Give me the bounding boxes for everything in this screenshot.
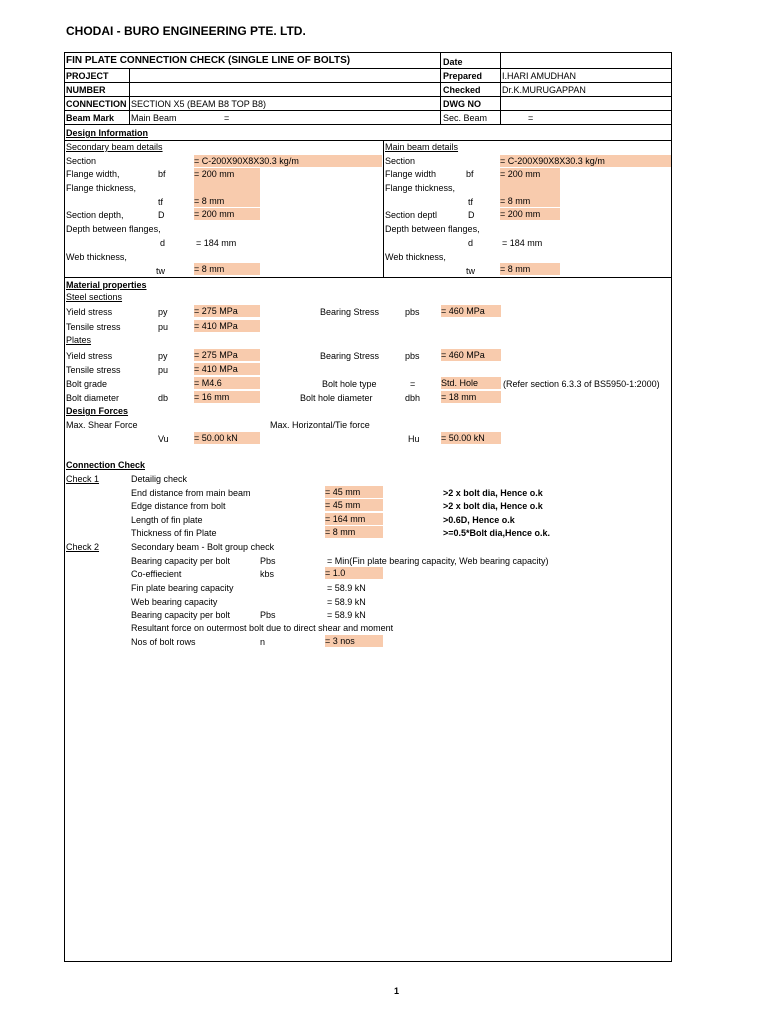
plate-bearing-value: = 460 MPa <box>441 349 501 361</box>
steel-bearing-value: = 460 MPa <box>441 305 501 317</box>
bolt-hole-diameter-symbol: dbh <box>405 393 421 403</box>
checked-label: Checked <box>443 85 481 95</box>
bolt-diameter-value: = 16 mm <box>194 391 260 403</box>
fin-plate-length-label: Length of fin plate <box>131 515 203 525</box>
connection-value: SECTION X5 (BEAM B8 TOP B8) <box>131 99 267 109</box>
sec-web-thickness-label: Web thickness, <box>66 252 127 262</box>
sec-depth-between-flanges-value: = 184 mm <box>196 238 237 248</box>
sec-flange-width-value: = 200 mm <box>194 168 260 180</box>
main-flange-width-symbol: bf <box>466 169 474 179</box>
bearing-capacity-formula: = Min(Fin plate bearing capacity, Web bearing capacity) <box>327 556 549 566</box>
plate-tensile-label: Tensile stress <box>66 365 121 375</box>
coefficient-symbol: kbs <box>260 569 275 579</box>
grid-line <box>64 124 672 125</box>
steel-yield-label: Yield stress <box>66 307 113 317</box>
edge-distance-value: = 45 mm <box>325 499 383 511</box>
main-flange-thickness-value: = 8 mm <box>500 195 560 207</box>
plates-heading: Plates <box>66 335 92 345</box>
sec-section-label: Section <box>66 156 97 166</box>
fin-plate-thickness-value: = 8 mm <box>325 526 383 538</box>
steel-tensile-label: Tensile stress <box>66 322 121 332</box>
sec-beam-value: = <box>528 113 534 123</box>
sec-flange-thickness-symbol: tf <box>158 197 164 207</box>
sec-depth-symbol: D <box>158 210 165 220</box>
bolt-hole-type-label: Bolt hole type <box>322 379 377 389</box>
main-beam-value: = <box>224 113 230 123</box>
plate-bearing-label: Bearing Stress <box>320 351 380 361</box>
end-distance-value: = 45 mm <box>325 486 383 498</box>
design-info-heading: Design Information <box>66 128 149 138</box>
fin-plate-length-result: >0.6D, Hence o.k <box>443 515 515 525</box>
sec-web-thickness-symbol: tw <box>156 266 165 276</box>
grid-line <box>64 82 672 83</box>
grid-line <box>500 52 501 124</box>
number-label: NUMBER <box>66 85 106 95</box>
fin-plate-length-value: = 164 mm <box>325 513 383 525</box>
bolt-hole-type-reference: (Refer section 6.3.3 of BS5950-1:2000) <box>503 379 660 389</box>
steel-bearing-symbol: pbs <box>405 307 420 317</box>
bolt-hole-diameter-value: = 18 mm <box>441 391 501 403</box>
bolt-hole-type-equals: = <box>410 379 416 389</box>
resultant-force-label: Resultant force on outermost bolt due to direct shear and moment <box>131 623 394 633</box>
edge-distance-result: >2 x bolt dia, Hence o.k <box>443 501 543 511</box>
check-2-label: Check 2 <box>66 542 100 552</box>
design-forces-heading: Design Forces <box>66 406 129 416</box>
project-label: PROJECT <box>66 71 109 81</box>
bolt-diameter-label: Bolt diameter <box>66 393 120 403</box>
main-depth-label: Section deptl <box>385 210 438 220</box>
tie-force-value: = 50.00 kN <box>441 432 501 444</box>
connection-check-heading: Connection Check <box>66 460 146 470</box>
sec-flange-width-label: Flange width, <box>66 169 120 179</box>
bearing-capacity-per-bolt-label: Bearing capacity per bolt <box>131 610 231 620</box>
grid-line <box>440 52 441 124</box>
fin-plate-thickness-label: Thickness of fin Plate <box>131 528 217 538</box>
sheet-title: FIN PLATE CONNECTION CHECK (SINGLE LINE OF BOLTS) <box>66 55 351 66</box>
fin-plate-bearing-label: Fin plate bearing capacity <box>131 583 234 593</box>
sec-depth-between-flanges-label: Depth between flanges, <box>66 224 161 234</box>
dwg-label: DWG NO <box>443 99 481 109</box>
main-flange-thickness-label: Flange thickness, <box>385 183 456 193</box>
grid-line <box>383 140 384 277</box>
plate-bearing-symbol: pbs <box>405 351 420 361</box>
bolt-hole-diameter-label: Bolt hole diameter <box>300 393 373 403</box>
beam-mark-label: Beam Mark <box>66 113 115 123</box>
sec-flange-thickness-value: = 8 mm <box>194 195 260 207</box>
shear-force-value: = 50.00 kN <box>194 432 260 444</box>
coefficient-label: Co-effiecient <box>131 569 182 579</box>
bearing-capacity-symbol: Pbs <box>260 556 276 566</box>
material-heading: Material properties <box>66 280 147 290</box>
bolt-hole-type-value: Std. Hole <box>441 377 501 389</box>
main-section-label: Section <box>385 156 416 166</box>
grid-line <box>64 110 672 111</box>
bolt-rows-label: Nos of bolt rows <box>131 637 196 647</box>
check-2-title: Secondary beam - Bolt group check <box>131 542 275 552</box>
main-web-thickness-label: Web thickness, <box>385 252 446 262</box>
sec-web-thickness-value: = 8 mm <box>194 263 260 275</box>
bearing-capacity-per-bolt-symbol: Pbs <box>260 610 276 620</box>
bolt-rows-symbol: n <box>260 637 266 647</box>
edge-distance-label: Edge distance from bolt <box>131 501 226 511</box>
sec-beam-label: Sec. Beam <box>443 113 488 123</box>
secondary-beam-heading: Secondary beam details <box>66 142 163 152</box>
end-distance-label: End distance from main beam <box>131 488 251 498</box>
sec-flange-thickness-label: Flange thickness, <box>66 183 137 193</box>
max-tie-force-label: Max. Horizontal/Tie force <box>270 420 370 430</box>
main-flange-width-label: Flange width <box>385 169 437 179</box>
max-shear-force-label: Max. Shear Force <box>66 420 138 430</box>
bolt-grade-label: Bolt grade <box>66 379 108 389</box>
page-number: 1 <box>394 986 400 996</box>
main-web-thickness-value: = 8 mm <box>500 263 560 275</box>
main-depth-value: = 200 mm <box>500 208 560 220</box>
plate-yield-label: Yield stress <box>66 351 113 361</box>
company-name: CHODAI - BURO ENGINEERING PTE. LTD. <box>66 24 306 38</box>
end-distance-result: >2 x bolt dia, Hence o.k <box>443 488 543 498</box>
prepared-value: I.HARI AMUDHAN <box>502 71 577 81</box>
grid-line <box>64 277 672 278</box>
grid-line <box>64 68 672 69</box>
sec-depth-value: = 200 mm <box>194 208 260 220</box>
sec-depth-between-flanges-symbol: d <box>160 238 166 248</box>
fin-plate-thickness-result: >=0.5*Bolt dia,Hence o.k. <box>443 528 551 538</box>
steel-yield-symbol: py <box>158 307 168 317</box>
main-beam-label: Main Beam <box>131 113 177 123</box>
main-beam-heading: Main beam details <box>385 142 459 152</box>
main-web-thickness-symbol: tw <box>466 266 475 276</box>
web-bearing-label: Web bearing capacity <box>131 597 218 607</box>
connection-label: CONNECTION <box>66 99 127 109</box>
main-depth-between-flanges-symbol: d <box>468 238 474 248</box>
check-1-title: Detailig check <box>131 474 188 484</box>
steel-sections-heading: Steel sections <box>66 292 123 302</box>
bolt-diameter-symbol: db <box>158 393 169 403</box>
steel-tensile-symbol: pu <box>158 322 169 332</box>
date-label: Date <box>443 57 463 67</box>
main-depth-between-flanges-label: Depth between flanges, <box>385 224 480 234</box>
plate-tensile-symbol: pu <box>158 365 169 375</box>
web-bearing-value: = 58.9 kN <box>327 597 366 607</box>
steel-tensile-value: = 410 MPa <box>194 320 260 332</box>
bearing-capacity-label: Bearing capacity per bolt <box>131 556 231 566</box>
steel-bearing-label: Bearing Stress <box>320 307 380 317</box>
bearing-capacity-per-bolt-value: = 58.9 kN <box>327 610 366 620</box>
plate-yield-value: = 275 MPa <box>194 349 260 361</box>
check-1-label: Check 1 <box>66 474 100 484</box>
bolt-rows-value: = 3 nos <box>325 635 383 647</box>
grid-line <box>129 68 130 124</box>
checked-value: Dr.K.MURUGAPPAN <box>502 85 586 95</box>
steel-yield-value: = 275 MPa <box>194 305 260 317</box>
sec-section-value: = C-200X90X8X30.3 kg/m <box>194 155 382 167</box>
bolt-grade-value: = M4.6 <box>194 377 260 389</box>
main-depth-between-flanges-value: = 184 mm <box>502 238 543 248</box>
plate-yield-symbol: py <box>158 351 168 361</box>
main-section-value: = C-200X90X8X30.3 kg/m <box>500 155 671 167</box>
plate-tensile-value: = 410 MPa <box>194 363 260 375</box>
sec-flange-width-symbol: bf <box>158 169 166 179</box>
input-cell <box>194 180 260 195</box>
fin-plate-bearing-value: = 58.9 kN <box>327 583 366 593</box>
prepared-label: Prepared <box>443 71 483 81</box>
input-cell <box>500 180 560 195</box>
sec-depth-label: Section depth, <box>66 210 124 220</box>
coefficient-value: = 1.0 <box>325 567 383 579</box>
tie-force-symbol: Hu <box>408 434 420 444</box>
main-flange-width-value: = 200 mm <box>500 168 560 180</box>
main-depth-symbol: D <box>468 210 475 220</box>
shear-force-symbol: Vu <box>158 434 169 444</box>
main-flange-thickness-symbol: tf <box>468 197 474 207</box>
grid-line <box>64 96 672 97</box>
